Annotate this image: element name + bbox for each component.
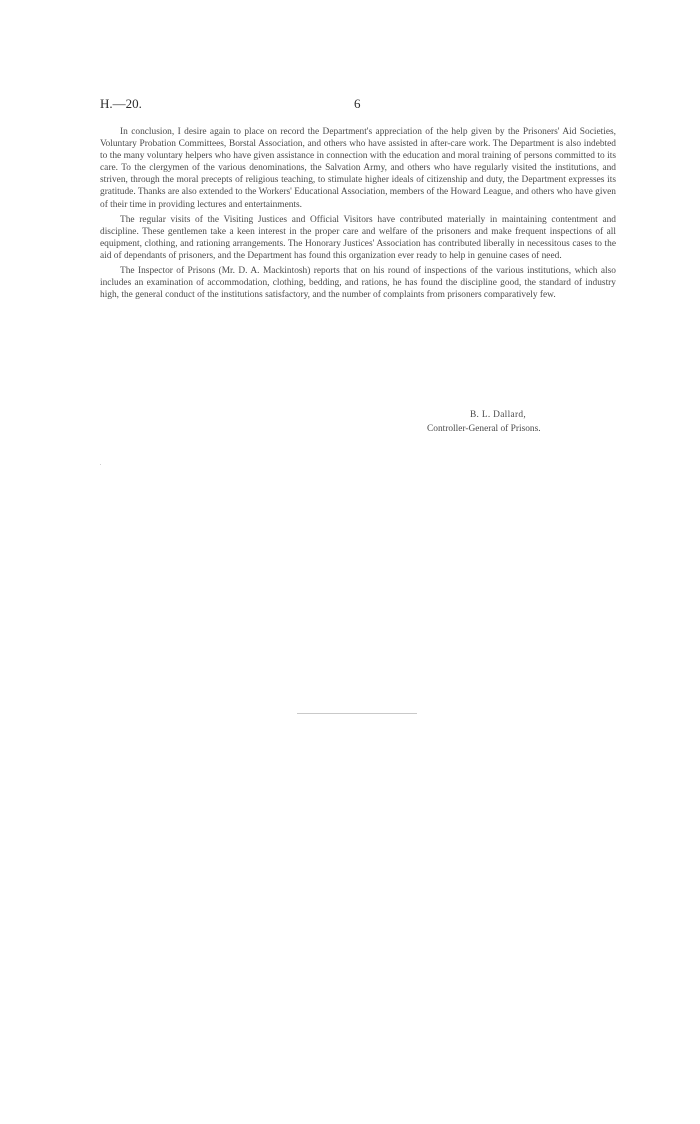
page-number: 6 [354, 96, 361, 111]
scan-speck [100, 464, 101, 465]
report-body [100, 126, 616, 304]
paragraph-inspector: The Inspector of Prisons (Mr. D. A. Mackintosh) reports that on his round of inspections of the various institutions, which also includes an examination of accommodation, clothing, bedding, and rations, he has found the discipline good, the standard of industry high, the general conduct of the institutions satisfactory, and the number of complaints from prisoners comparatively few. [100, 266, 616, 301]
end-rule [297, 713, 417, 714]
page-header [100, 96, 616, 116]
paragraph-visiting-justices: The regular visits of the Visiting Justices and Official Visitors have contributed materially in maintaining contentment and discipline. These gentlemen take a keen interest in the proper care and welfare of the prisoners and make frequent inspections of all equipment, clothing, and rationing arrangements. The Honorary Justices' Association has contributed liberally in necessitous cases to the aid of dependants of prisoners, and the Department has found this organization ever ready to help in genuine cases of need. [100, 214, 616, 261]
signature-name: B. L. Dallard, [470, 410, 527, 420]
signature-title: Controller-General of Prisons. [427, 424, 541, 434]
paragraph-appreciation: In conclusion, I desire again to place on record the Department's appreciation of the help given by the Prisoners' Aid Societies, Voluntary Probation Committees, Borstal Association, and others who have assisted in after-care work. The Department is also indebted to the many voluntary helpers who have given assistance in connection with the education and moral training of persons committed to its care. To the clergymen of the various denominations, the Salvation Army, and others who have regularly visited the institutions, and striven, through the moral precepts of religious teaching, to stimulate higher ideals of citizenship and duty, the Department expresses its gratitude. Thanks are also extended to the Workers' Educational Association, members of the Howard League, and others who have given of their time in providing lectures and entertainments. [100, 127, 616, 210]
document-code: H.—20. [100, 96, 142, 111]
